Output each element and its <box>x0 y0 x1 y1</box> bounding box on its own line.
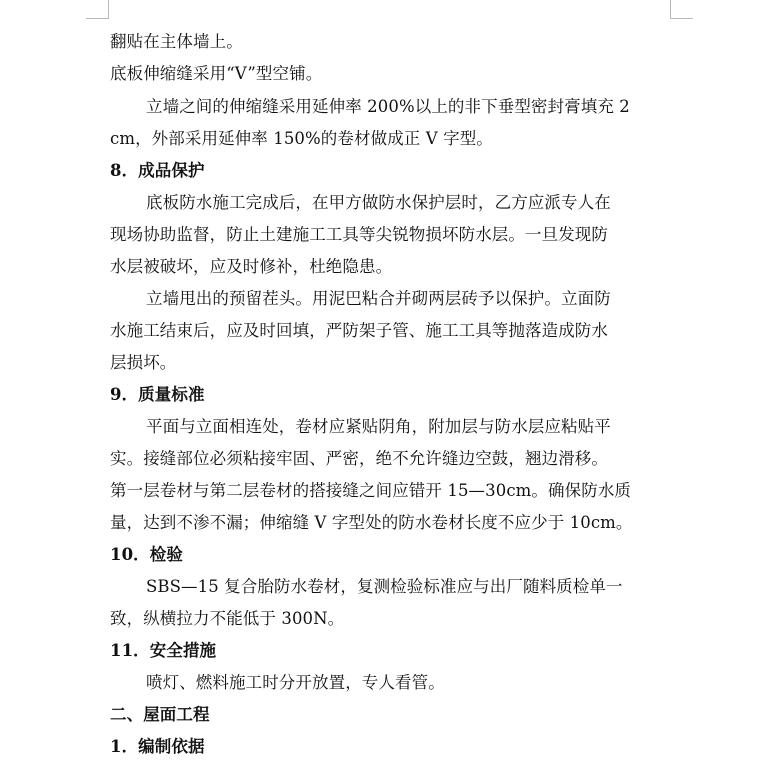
paragraph-line: 立墙甩出的预留茬头。用泥巴粘合并砌两层砖予以保护。立面防 <box>146 289 611 308</box>
paragraph-line: 底板防水施工完成后，在甲方做防水保护层时，乙方应派专人在 <box>146 193 611 212</box>
paragraph-line: cm，外部采用延伸率 150%的卷材做成正 V 字型。 <box>110 129 493 148</box>
crop-mark-left <box>86 0 109 19</box>
chapter-heading-roof: 二、屋面工程 <box>110 705 210 724</box>
section-heading-9: 9．质量标准 <box>110 385 205 404</box>
paragraph-line: 立墙之间的伸缩缝采用延伸率 200%以上的非下垂型密封膏填充 2 <box>146 97 630 116</box>
paragraph-line: 致，纵横拉力不能低于 300N。 <box>110 609 345 628</box>
paragraph-line: 喷灯、燃料施工时分开放置，专人看管。 <box>146 673 445 692</box>
paragraph-line: 实。接缝部位必须粘接牢固、严密，绝不允许缝边空鼓，翘边滑移。 <box>110 449 608 468</box>
paragraph-line: 量，达到不渗不漏；伸缩缝 V 字型处的防水卷材长度不应少于 10cm。 <box>110 513 633 532</box>
section-heading-11: 11．安全措施 <box>110 641 217 660</box>
paragraph-line: 现场协助监督，防止土建施工工具等尖锐物损坏防水层。一旦发现防 <box>110 225 608 244</box>
paragraph-line: 翻贴在主体墙上。 <box>110 32 243 51</box>
paragraph-line: 层损坏。 <box>110 353 177 372</box>
section-heading-10: 10．检验 <box>110 545 183 564</box>
paragraph-line: 底板伸缩缝采用“V”型空铺。 <box>110 64 323 83</box>
crop-mark-right <box>670 0 693 19</box>
paragraph-line: 第一层卷材与第二层卷材的搭接缝之间应错开 15—30cm。确保防水质 <box>110 481 632 500</box>
paragraph-line: 平面与立面相连处，卷材应紧贴阴角，附加层与防水层应粘贴平 <box>146 417 611 436</box>
section-heading-8: 8．成品保护 <box>110 161 205 180</box>
paragraph-line: 水层被破坏，应及时修补，杜绝隐患。 <box>110 257 393 276</box>
paragraph-line: 水施工结束后，应及时回填，严防架子管、施工工具等抛落造成防水 <box>110 321 608 340</box>
section-heading-1: 1．编制依据 <box>110 737 205 756</box>
paragraph-line: SBS—15 复合胎防水卷材，复测检验标准应与出厂随料质检单一 <box>146 577 623 596</box>
